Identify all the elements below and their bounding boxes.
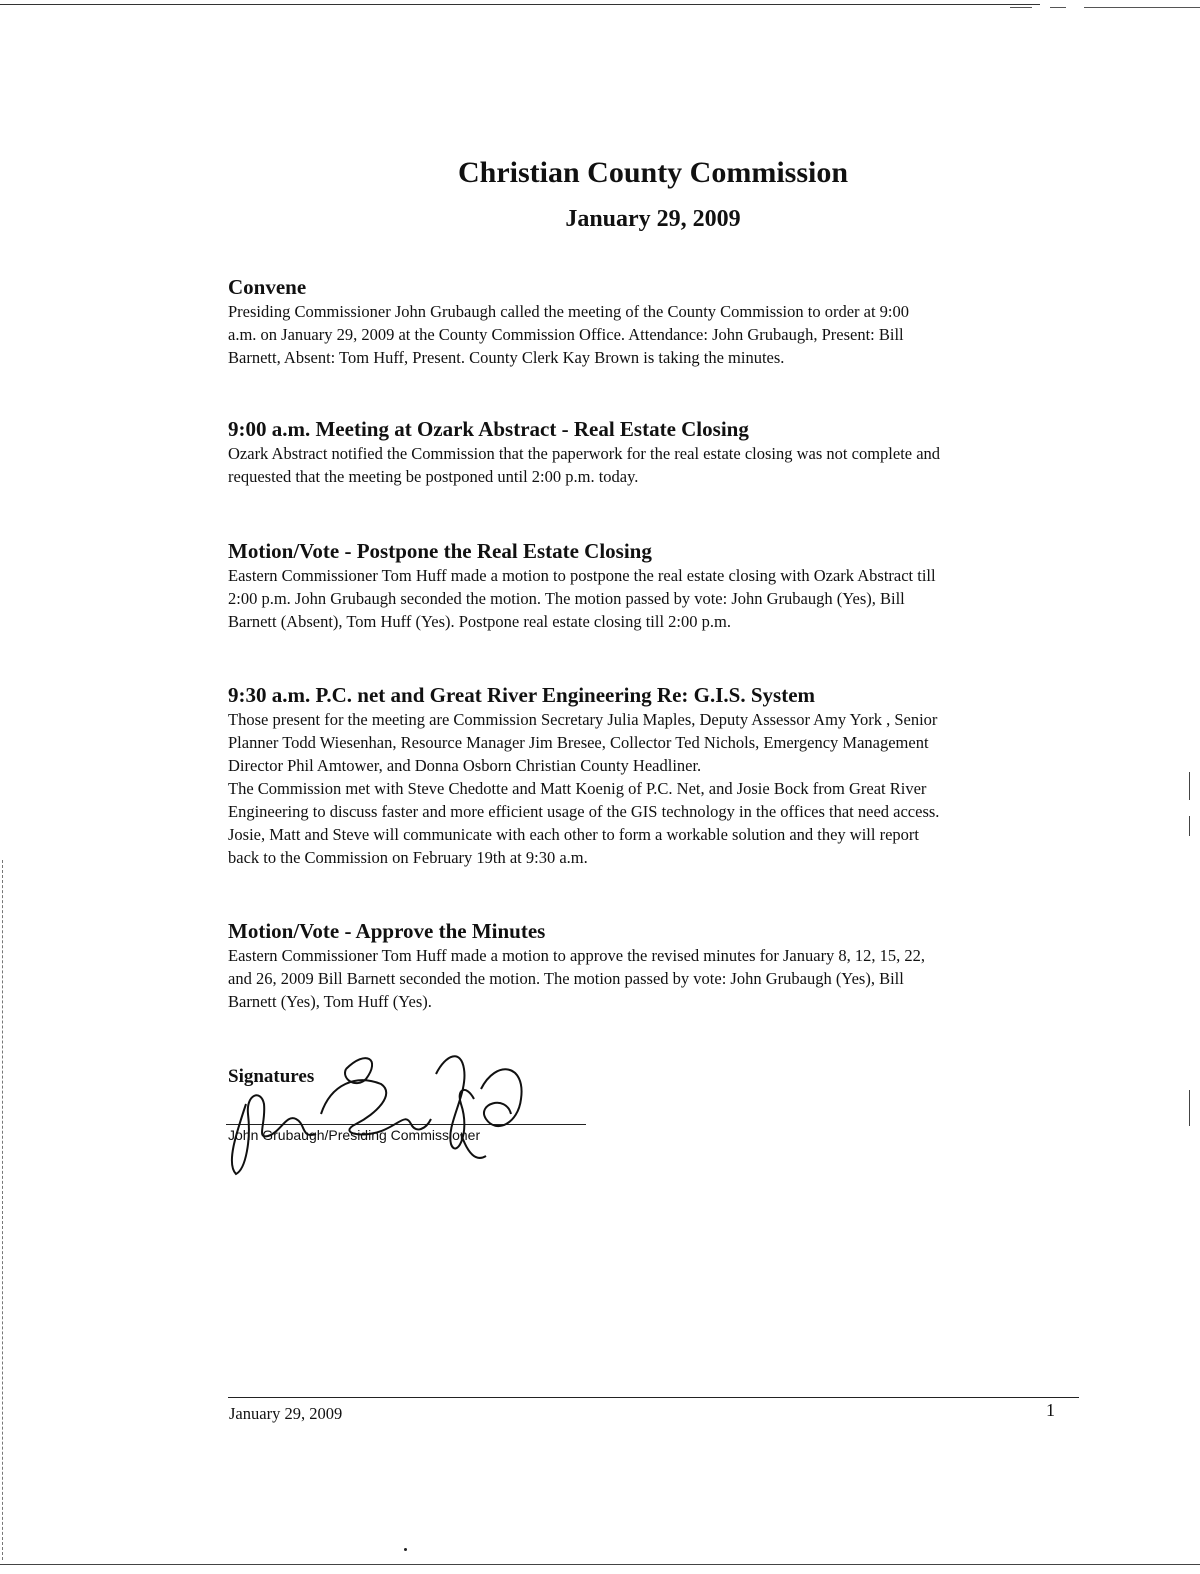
section-heading: Convene: [228, 275, 307, 299]
section-text-line: a.m. on January 29, 2009 at the County Commission Office. Attendance: John Grubaugh, Present: Bill: [228, 325, 904, 344]
scan-mark: [1189, 1090, 1190, 1126]
handwritten-signature: [206, 1044, 546, 1184]
footer-rule: [228, 1397, 1079, 1398]
scan-edge-bottom: [0, 1564, 1200, 1565]
section-text-line: Barnett (Absent), Tom Huff (Yes). Postpone real estate closing till 2:00 p.m.: [228, 612, 731, 631]
scan-speck: [404, 1548, 407, 1551]
section-text-line: Director Phil Amtower, and Donna Osborn Christian County Headliner.: [228, 756, 702, 775]
footer-date: January 29, 2009: [229, 1404, 343, 1423]
section-gis-system: [228, 682, 1088, 869]
section-text-line: requested that the meeting be postponed until 2:00 p.m. today.: [228, 467, 639, 486]
signatory-name: John Grubaugh/Presiding Commissioner: [228, 1127, 481, 1143]
section-text-line: Eastern Commissioner Tom Huff made a motion to approve the revised minutes for January 8, 12, 15, 22,: [228, 946, 926, 965]
section-text-line: Those present for the meeting are Commission Secretary Julia Maples, Deputy Assessor Amy York , Senior: [228, 710, 938, 729]
section-text-line: Engineering to discuss faster and more efficient usage of the GIS technology in the offices that need access.: [228, 802, 940, 821]
section-text-line: Eastern Commissioner Tom Huff made a motion to postpone the real estate closing with Ozark Abstract till: [228, 566, 936, 585]
section-text-line: The Commission met with Steve Chedotte and Matt Koenig of P.C. Net, and Josie Bock from Great River: [228, 779, 927, 798]
scan-mark: [1010, 7, 1032, 8]
section-motion-approve-minutes: [228, 918, 1088, 1013]
section-text-line: Planner Todd Wiesenhan, Resource Manager Jim Bresee, Collector Ted Nichols, Emergency Management: [228, 733, 929, 752]
scan-edge-left: [2, 860, 3, 1560]
signature-block: [226, 1062, 606, 1182]
section-heading: Motion/Vote - Approve the Minutes: [228, 919, 546, 943]
document-title: Christian County Commission: [457, 156, 849, 189]
section-heading: Motion/Vote - Postpone the Real Estate Closing: [228, 539, 652, 563]
section-text-line: Barnett, Absent: Tom Huff, Present. County Clerk Kay Brown is taking the minutes.: [228, 348, 785, 367]
scan-mark: [1189, 772, 1190, 800]
section-text-line: Presiding Commissioner John Grubaugh called the meeting of the County Commission to order at 9:00: [228, 302, 910, 321]
scan-mark: [1189, 816, 1190, 836]
section-heading: 9:00 a.m. Meeting at Ozark Abstract - Real Estate Closing: [228, 417, 749, 441]
scan-mark: [1084, 7, 1200, 8]
section-heading: 9:30 a.m. P.C. net and Great River Engineering Re: G.I.S. System: [228, 683, 816, 707]
section-text-line: and 26, 2009 Bill Barnett seconded the motion. The motion passed by vote: John Grubaugh (Yes), Bill: [228, 969, 904, 988]
section-convene: [228, 274, 1088, 369]
section-motion-postpone: [228, 538, 1088, 633]
section-text-line: Josie, Matt and Steve will communicate with each other to form a workable solution and they will report: [228, 825, 919, 844]
section-text-line: Ozark Abstract notified the Commission that the paperwork for the real estate closing was not complete and: [228, 444, 941, 463]
page-number: 1: [1046, 1400, 1055, 1420]
scan-mark: [1050, 7, 1066, 8]
section-text-line: 2:00 p.m. John Grubaugh seconded the motion. The motion passed by vote: John Grubaugh (Yes), Bill: [228, 589, 905, 608]
scan-edge-top: [0, 4, 1040, 5]
section-ozark-abstract-meeting: [228, 416, 1088, 488]
section-text-line: Barnett (Yes), Tom Huff (Yes).: [228, 992, 432, 1011]
section-text-line: back to the Commission on February 19th at 9:30 a.m.: [228, 848, 588, 867]
document-date: January 29, 2009: [565, 206, 741, 232]
signatures-heading: Signatures: [228, 1066, 315, 1087]
